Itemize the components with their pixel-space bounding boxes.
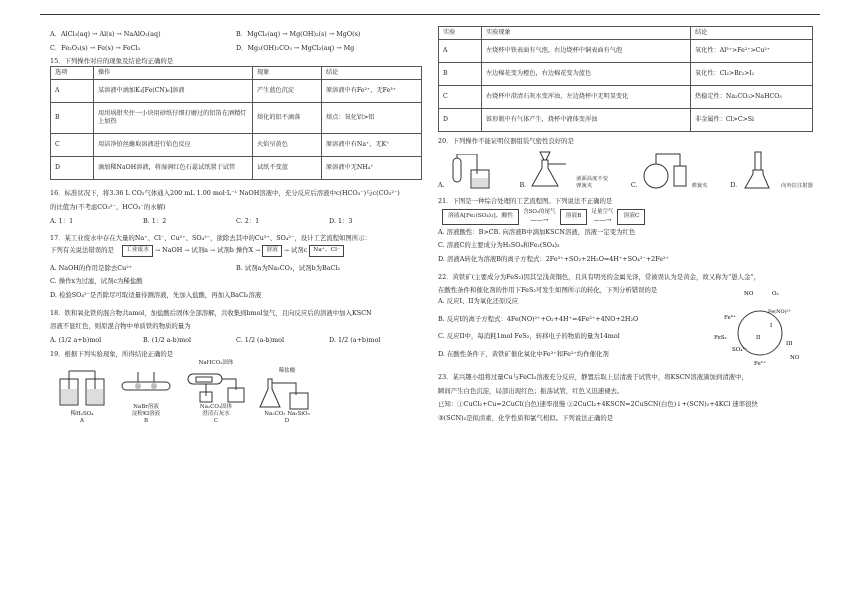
figure-caption: 弹簧夹 <box>576 182 593 189</box>
q18-text: 18．铁和氧化铁的混合物共amol，加盐酸后固体全部溶解，共收集到bmol氢气，且向反应后的溶液中加入KSCN <box>50 308 372 317</box>
figure-label: D. <box>730 181 738 190</box>
figure-label: C <box>213 418 219 425</box>
q20-figure-c <box>631 150 708 190</box>
table-cell: 氧化性：Cl₂>Br₂>I₂ <box>691 63 813 86</box>
flow-edge <box>523 209 555 225</box>
table-cell: C <box>439 86 482 109</box>
flow-box: 溶液C <box>617 209 645 225</box>
table-cell: 用洁净铂丝蘸取溶液进行焰色反应 <box>94 134 253 157</box>
option: B中滴加KSCN溶液，溶液一定变为红色 <box>521 227 636 236</box>
figure-caption: Na₂CO₃固体 <box>199 403 233 410</box>
table-cell: 原溶液中无NH₄⁺ <box>322 157 422 180</box>
table-cell: B <box>51 103 94 134</box>
table-cell: D <box>51 157 94 180</box>
q14-options-row2 <box>50 44 422 53</box>
left-column <box>50 26 422 428</box>
arrow-icon: ——→ <box>530 216 549 225</box>
cycle-label: II <box>756 334 761 341</box>
table-cell: C <box>51 134 94 157</box>
table-cell: 用坩埚钳夹住一小块用砂纸仔细打磨过的铝箔在酒精灯上加热 <box>94 103 253 134</box>
figure-caption-row <box>264 411 310 418</box>
q20-title: 20．下列操作不能证明仪器组装气密性良好的是 <box>438 137 574 146</box>
table-cell: 熔点：氧化铝>铝 <box>322 103 422 134</box>
flow-edge <box>591 209 613 225</box>
cycle-label: Fe²⁺ <box>754 360 766 367</box>
option: D. 1：3 <box>329 216 353 225</box>
q14-option-c: C．Fe₂O₃(s) → Fe(s) → FeCl₃ <box>50 43 141 52</box>
q19-figure-b <box>118 362 174 426</box>
q19-figures <box>56 360 422 426</box>
flow-box: 溶液A[Fe₂(SO₄)₃]、酸性 <box>442 209 519 225</box>
table-cell: 非金属性：Cl>C>Si <box>691 109 813 132</box>
arrow-icon: → <box>184 246 190 254</box>
table-cell: A <box>51 80 94 103</box>
heating-apparatus-icon <box>184 368 248 404</box>
q19-table <box>438 26 813 132</box>
table-cell: 滴加稀NaOH溶液，将湿润红色石蕊试纸置于试管 <box>94 157 253 180</box>
option: D. 1/2 (a+b)mol <box>329 335 381 344</box>
figure-label: A <box>80 418 84 425</box>
q14-option-b: B．MgCl₂(aq) → Mg(OH)₂(s) → MgO(s) <box>236 30 361 38</box>
option: C. 1/2 (a-b)mol <box>236 335 285 344</box>
q17-options-row1 <box>50 264 422 273</box>
table-row <box>439 86 813 109</box>
q23-text: 瞬间产生白色沉淀，局部出现红色；振荡试管，红色又迅速褪去。 <box>438 386 624 395</box>
option: B. 1：2 <box>143 216 167 225</box>
q15-title: 15．下列操作对应的现象及结论均正确的是 <box>50 57 174 66</box>
table-cell: B <box>439 63 482 86</box>
q16-options <box>50 217 422 226</box>
arrow-icon: ——→ <box>593 216 612 225</box>
table-cell: D <box>439 109 482 132</box>
q17-stem-row <box>50 245 422 257</box>
table-header-row <box>439 27 813 40</box>
flow-box: 工业废水 <box>122 245 153 257</box>
flow-box: Na⁺、Cl⁻ <box>309 245 344 257</box>
flask-tube-icon <box>640 150 690 190</box>
q14-option-a: A．AlCl₃(aq) → Al(s) → NaAlO₂(aq) <box>50 30 161 38</box>
flow-label: 操作X <box>235 246 254 255</box>
option: C. 反应II中，每消耗1mol FeS₂，转移电子的物质的量为14mol <box>438 332 620 341</box>
table-cell: 原溶液中有Fe²⁺，无Fe³⁺ <box>322 80 422 103</box>
q19-figure-c <box>184 360 248 426</box>
figure-caption: Na₂CO₃ <box>264 410 286 417</box>
cycle-label: III <box>786 340 793 347</box>
beaker-pair-icon <box>56 369 108 411</box>
option: A. 1：1 <box>50 216 74 225</box>
flow-label: NaOH <box>162 246 183 255</box>
flow-label: 含SO₂的尾气 <box>523 208 556 215</box>
q15-table <box>50 66 422 180</box>
table-row <box>51 134 422 157</box>
cycle-label: FeS₂ <box>714 334 727 341</box>
figure-caption: Na₂SiO₃ <box>287 410 310 417</box>
table-row <box>51 157 422 180</box>
cycle-label: Fe³⁺ <box>724 314 736 321</box>
flow-box: 溶液B <box>560 209 588 225</box>
option: D. 检验SO₄²⁻是否除尽可取适量待测溶液，先加入盐酸，再加入BaCl₂溶液 <box>50 290 262 299</box>
table-cell: 左边棉花变为橙色，右边棉花变为蓝色 <box>482 63 691 86</box>
q23-text: ③(SCN)₂是拟卤素，化学性质和氯气相似。下列说法正确的是 <box>438 413 614 422</box>
tube-cotton-icon <box>118 362 174 404</box>
table-cell: 氧化性：Al³⁺>Fe²⁺>Cu²⁺ <box>691 40 813 63</box>
q22-text: 22．黄铁矿(主要成分为FeS₂)因其呈浅黄铜色，且具有明亮的金属光泽，常被误认为是黄金，故又称为“愚人金”， <box>438 272 761 281</box>
q16-text: 16．标准状况下，将3.36 L CO₂气体通入200 mL 1.00 mol·L⁻¹ NaOH溶液中，充分反应后溶液中c(HCO₃⁻)与c(CO₃²⁻) <box>50 189 400 198</box>
table-cell: 产生蓝色沉淀 <box>253 80 322 103</box>
figure-caption: 弹簧夹 <box>691 182 708 189</box>
figure-caption: 液面高度不变 <box>576 175 608 182</box>
q14-option-d: D．Mg₂(OH)₂CO₃ → MgCl₂(aq) → Mg <box>236 43 355 52</box>
q21-flowchart <box>442 209 813 225</box>
figure-caption: 稀H₂SO₄ <box>70 410 94 417</box>
q20-figures <box>438 148 813 190</box>
q19-figure-d <box>258 368 316 426</box>
table-cell: 热稳定性：Na₂CO₃>NaHCO₃ <box>691 86 813 109</box>
figure-label: D <box>284 418 290 425</box>
flow-box: 溶液 <box>262 245 282 257</box>
option: A. 溶液酸性：B>CB. 向溶液 <box>438 227 522 236</box>
catalytic-cycle-diagram <box>710 287 810 373</box>
figure-caption: 淀粉KI溶液 <box>131 410 161 417</box>
table-header: 现象 <box>253 66 322 79</box>
q23-text: 23．某兴趣小组将过量Cu与FeCl₃溶液充分反应，静置后取上层清液于试管中，将KSCN溶液滴加到清液中， <box>438 372 748 381</box>
q19-figure-a <box>56 369 108 426</box>
table-header: 结论 <box>691 27 813 40</box>
q19-title: 19．根据下列实验现象，所得结论正确的是 <box>50 349 174 358</box>
flow-label: 试剂b <box>217 246 234 255</box>
table-row <box>51 103 422 134</box>
flask-funnel-icon <box>528 150 574 190</box>
table-header: 实验 <box>439 27 482 40</box>
cycle-label: NO <box>790 354 800 361</box>
cycle-label: Fe(NO)²⁺ <box>768 308 792 315</box>
table-cell: 试纸不变蓝 <box>253 157 322 180</box>
test-tube-beaker-icon <box>447 154 497 190</box>
option: B. (1/2 a-b)mol <box>143 335 192 344</box>
header-rule <box>40 14 820 15</box>
table-cell: 火焰呈黄色 <box>253 134 322 157</box>
table-cell: A <box>439 40 482 63</box>
q23-text: 已知：①CuCl₂+Cu=2CuCl(白色)速率很慢 ②2CuCl₂+4KSCN=2CuSCN(白色)↓+(SCN)₂+4KCl 速率很快 <box>438 400 758 409</box>
table-cell: 右烧杯中澄清石灰水变浑浊，左边烧杯中无明显变化 <box>482 86 691 109</box>
q22-text: 在酸性条件和催化剂的作用下FeS₂可发生如图所示的转化，下列分析错误的是 <box>438 286 658 295</box>
q17-text: 17．某工业废水中存在大量的Na⁺、Cl⁻、Cu²⁺、SO₄²⁻，欲除去其中的Cu²⁺、SO₄²⁻，设计工艺流程如图所示： <box>50 234 371 243</box>
table-header-row <box>51 66 422 79</box>
table-cell: 锥形瓶中有气体产生，烧杯中液体变浑浊 <box>482 109 691 132</box>
syringe-flask-icon <box>739 150 779 190</box>
table-cell: 某溶液中滴加K₃[Fe(CN)₆]溶液 <box>94 80 253 103</box>
figure-caption: 向外拉注射器 <box>781 182 813 189</box>
figure-caption: 稀盐酸 <box>278 367 296 374</box>
flow-label: 试剂a <box>191 246 208 255</box>
q21-options-row1 <box>438 228 813 237</box>
table-row <box>439 109 813 132</box>
cycle-label: SO₄²⁻ <box>732 346 748 353</box>
q20-figure-b <box>519 150 608 190</box>
table-header: 实验现象 <box>482 27 691 40</box>
q17-flowchart <box>122 245 344 257</box>
q18-options <box>50 336 422 345</box>
flow-label: 足量空气 <box>591 208 614 215</box>
table-row <box>439 40 813 63</box>
figure-caption: NaBr溶液 <box>133 403 159 410</box>
q22-options <box>438 297 708 359</box>
cycle-label: NO <box>744 290 754 297</box>
option: B. 试剂a为Na₂CO₃，试剂b为BaCl₂ <box>236 263 341 272</box>
table-row <box>439 63 813 86</box>
table-cell: 原溶液中有Na⁺，无K⁺ <box>322 134 422 157</box>
option: D. 在酸性条件下，黄铁矿催化氧化中Fe³⁺和Fe²⁺均作催化剂 <box>438 349 609 358</box>
q21-title: 21．下图是一种综合处理的工艺流程图。下列说法不正确的是 <box>438 197 613 205</box>
arrow-icon: → <box>209 246 216 254</box>
arrow-icon: → <box>255 246 261 254</box>
figure-caption: NaHCO₃固体 <box>198 360 234 367</box>
option: A. 反应I、II为氧化还原反应 <box>438 296 519 305</box>
arrow-icon: → <box>155 246 161 254</box>
table-row <box>51 80 422 103</box>
option: C. 操作x为过滤，试剂c为稀盐酸 <box>50 277 143 286</box>
option: A. (1/2 a+b)mol <box>50 335 102 344</box>
flow-label: 试剂c <box>290 246 308 255</box>
table-cell: 左烧杯中铁表面有气泡，右边烧杯中铜表面有气泡 <box>482 40 691 63</box>
option: B. 反应I的离子方程式：4Fe(NO)²⁺+O₂+4H⁺=4Fe³⁺+4NO+2H₂O <box>438 314 639 323</box>
figure-caption-stack <box>576 176 608 190</box>
figure-label: C. <box>630 181 638 190</box>
figure-caption: 澄清石灰水 <box>202 410 230 417</box>
cycle-label: I <box>770 322 773 329</box>
q20-figure-d <box>730 150 813 190</box>
q16-text: 的比值为(不考虑CO₃²⁻、HCO₃⁻的水解) <box>50 202 166 211</box>
table-cell: 熔化的铝不滴落 <box>253 103 322 134</box>
cycle-label: O₂ <box>772 290 779 297</box>
q18-text: 溶液不显红色，则原混合物中单质铁的物质的量为 <box>50 322 191 331</box>
q17-text: 下列有关说法错误的是 <box>50 246 114 255</box>
option: C. 2：1 <box>236 216 260 225</box>
figure-label: B <box>143 418 149 425</box>
table-header: 操作 <box>94 66 253 79</box>
q14-options-row1 <box>50 30 422 39</box>
q20-figure-a <box>438 154 497 190</box>
figure-label: A. <box>438 181 445 190</box>
option: A. NaOH的作用是除去Cu²⁺ <box>50 263 133 272</box>
option: D. 溶液A转化为溶液B的离子方程式：2Fe³⁺+SO₂+2H₂O=4H⁺+SO₄²⁻+2Fe²⁺ <box>438 254 669 263</box>
figure-label: B. <box>519 181 527 190</box>
table-header: 选项 <box>51 66 94 79</box>
flask-beaker-icon <box>258 375 316 411</box>
option: C. 溶液C的主要成分为H₂SO₄和Fe₂(SO₄)₃ <box>438 241 560 250</box>
table-header: 结论 <box>322 66 422 79</box>
right-column <box>438 26 813 422</box>
arrow-icon: → <box>283 246 289 254</box>
